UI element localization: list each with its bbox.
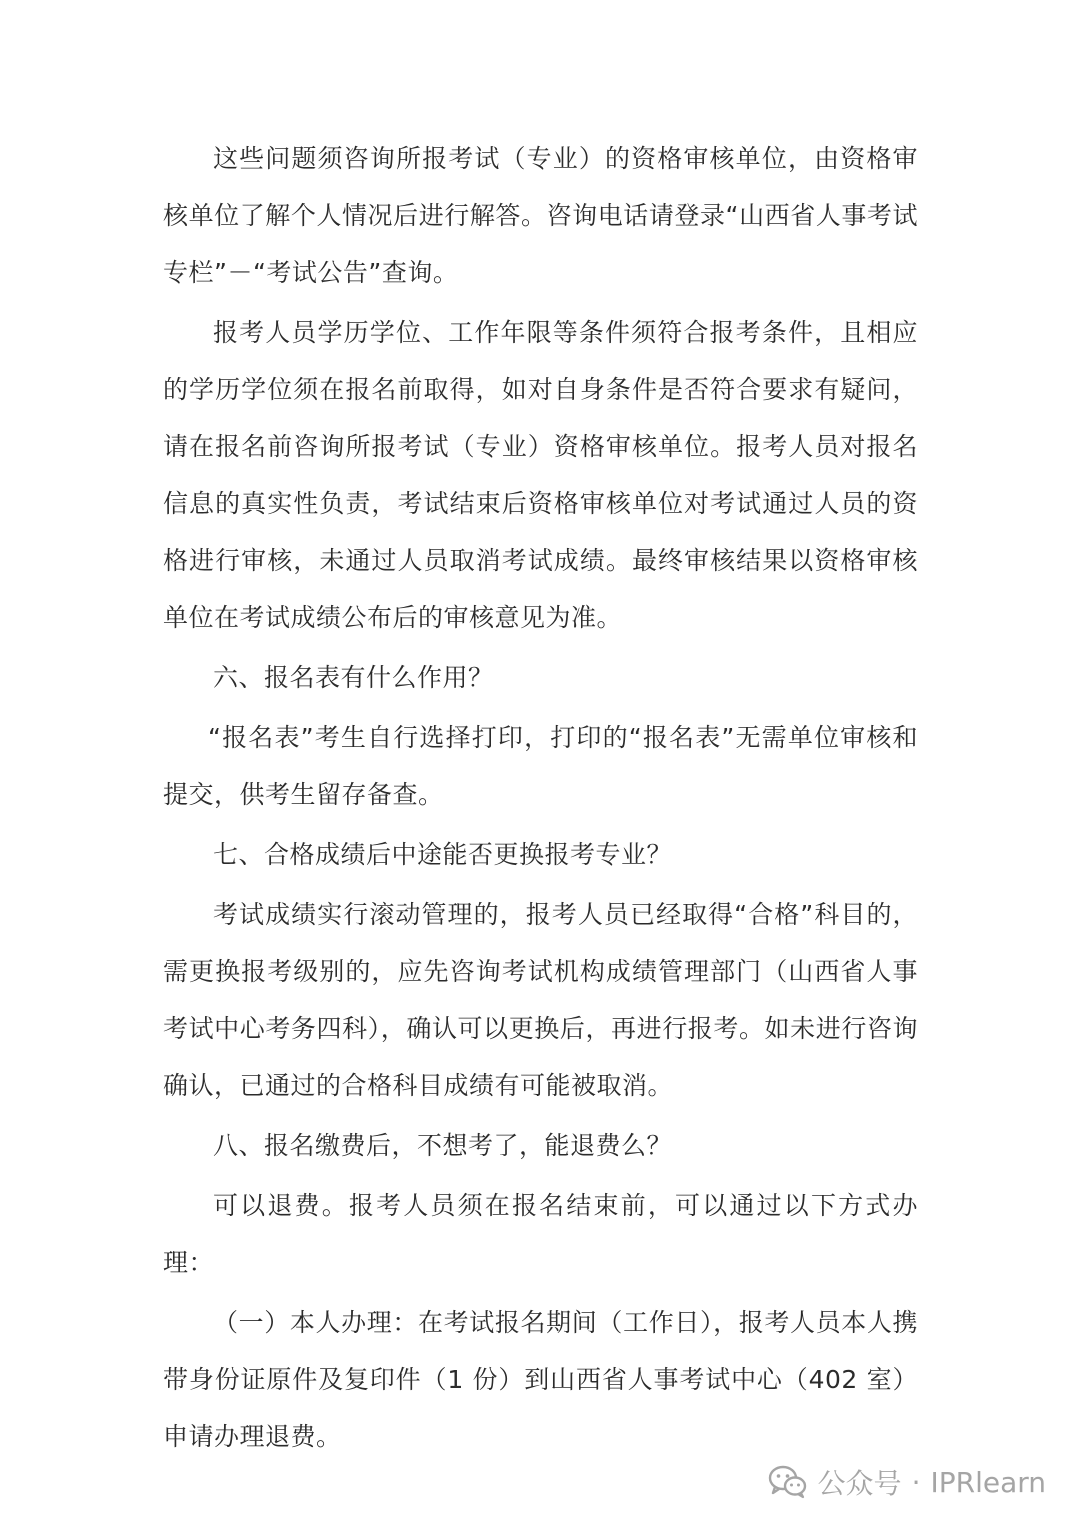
question-change-major: 七、合格成绩后中途能否更换报考专业？ [213,840,673,869]
document-body [163,130,918,1468]
answer-refund-in-person: （一）本人办理：在考试报名期间（工作日），报考人员本人携带身份证原件及复印件（1 份）到山西省人事考试中心（402 室）申请办理退费。 [163,1308,918,1451]
watermark-separator: · [911,1465,921,1499]
watermark-label: 公众号 [817,1467,902,1500]
answer-refund-intro: 可以退费。报考人员须在报名结束前，可以通过以下方式办理： [163,1191,918,1277]
wechat-watermark [768,1462,1046,1502]
paragraph-qualification-requirements: 报考人员学历学位、工作年限等条件须符合报考条件，且相应的学历学位须在报名前取得，如对自身条件是否符合要求有疑问，请在报名前咨询所报考试（专业）资格审核单位。报考人员对报名信息的真实性负责，考试结束后资格审核单位对考试通过人员的资格进行审核，未通过人员取消考试成绩。最终审核结果以资格审核单位在考试成绩公布后的审核意见为准。 [163,318,918,632]
paragraph-qualification-consult: 这些问题须咨询所报考试（专业）的资格审核单位，由资格审核单位了解个人情况后进行解答。咨询电话请登录“山西省人事考试专栏”－“考试公告”查询。 [163,144,918,287]
wechat-icon [768,1465,808,1499]
answer-change-major: 考试成绩实行滚动管理的，报考人员已经取得“合格”科目的，需更换报考级别的，应先咨询考试机构成绩管理部门（山西省人事考试中心考务四科），确认可以更换后，再进行报考。如未进行咨询确认，已通过的合格科目成绩有可能被取消。 [163,900,918,1100]
watermark-account: IPRlearn [930,1465,1046,1499]
answer-registration-form-purpose: “报名表”考生自行选择打印，打印的“报名表”无需单位审核和提交，供考生留存备查。 [163,723,918,809]
question-refund: 八、报名缴费后，不想考了，能退费么？ [213,1131,673,1160]
question-registration-form-purpose: 六、报名表有什么作用？ [213,663,494,692]
